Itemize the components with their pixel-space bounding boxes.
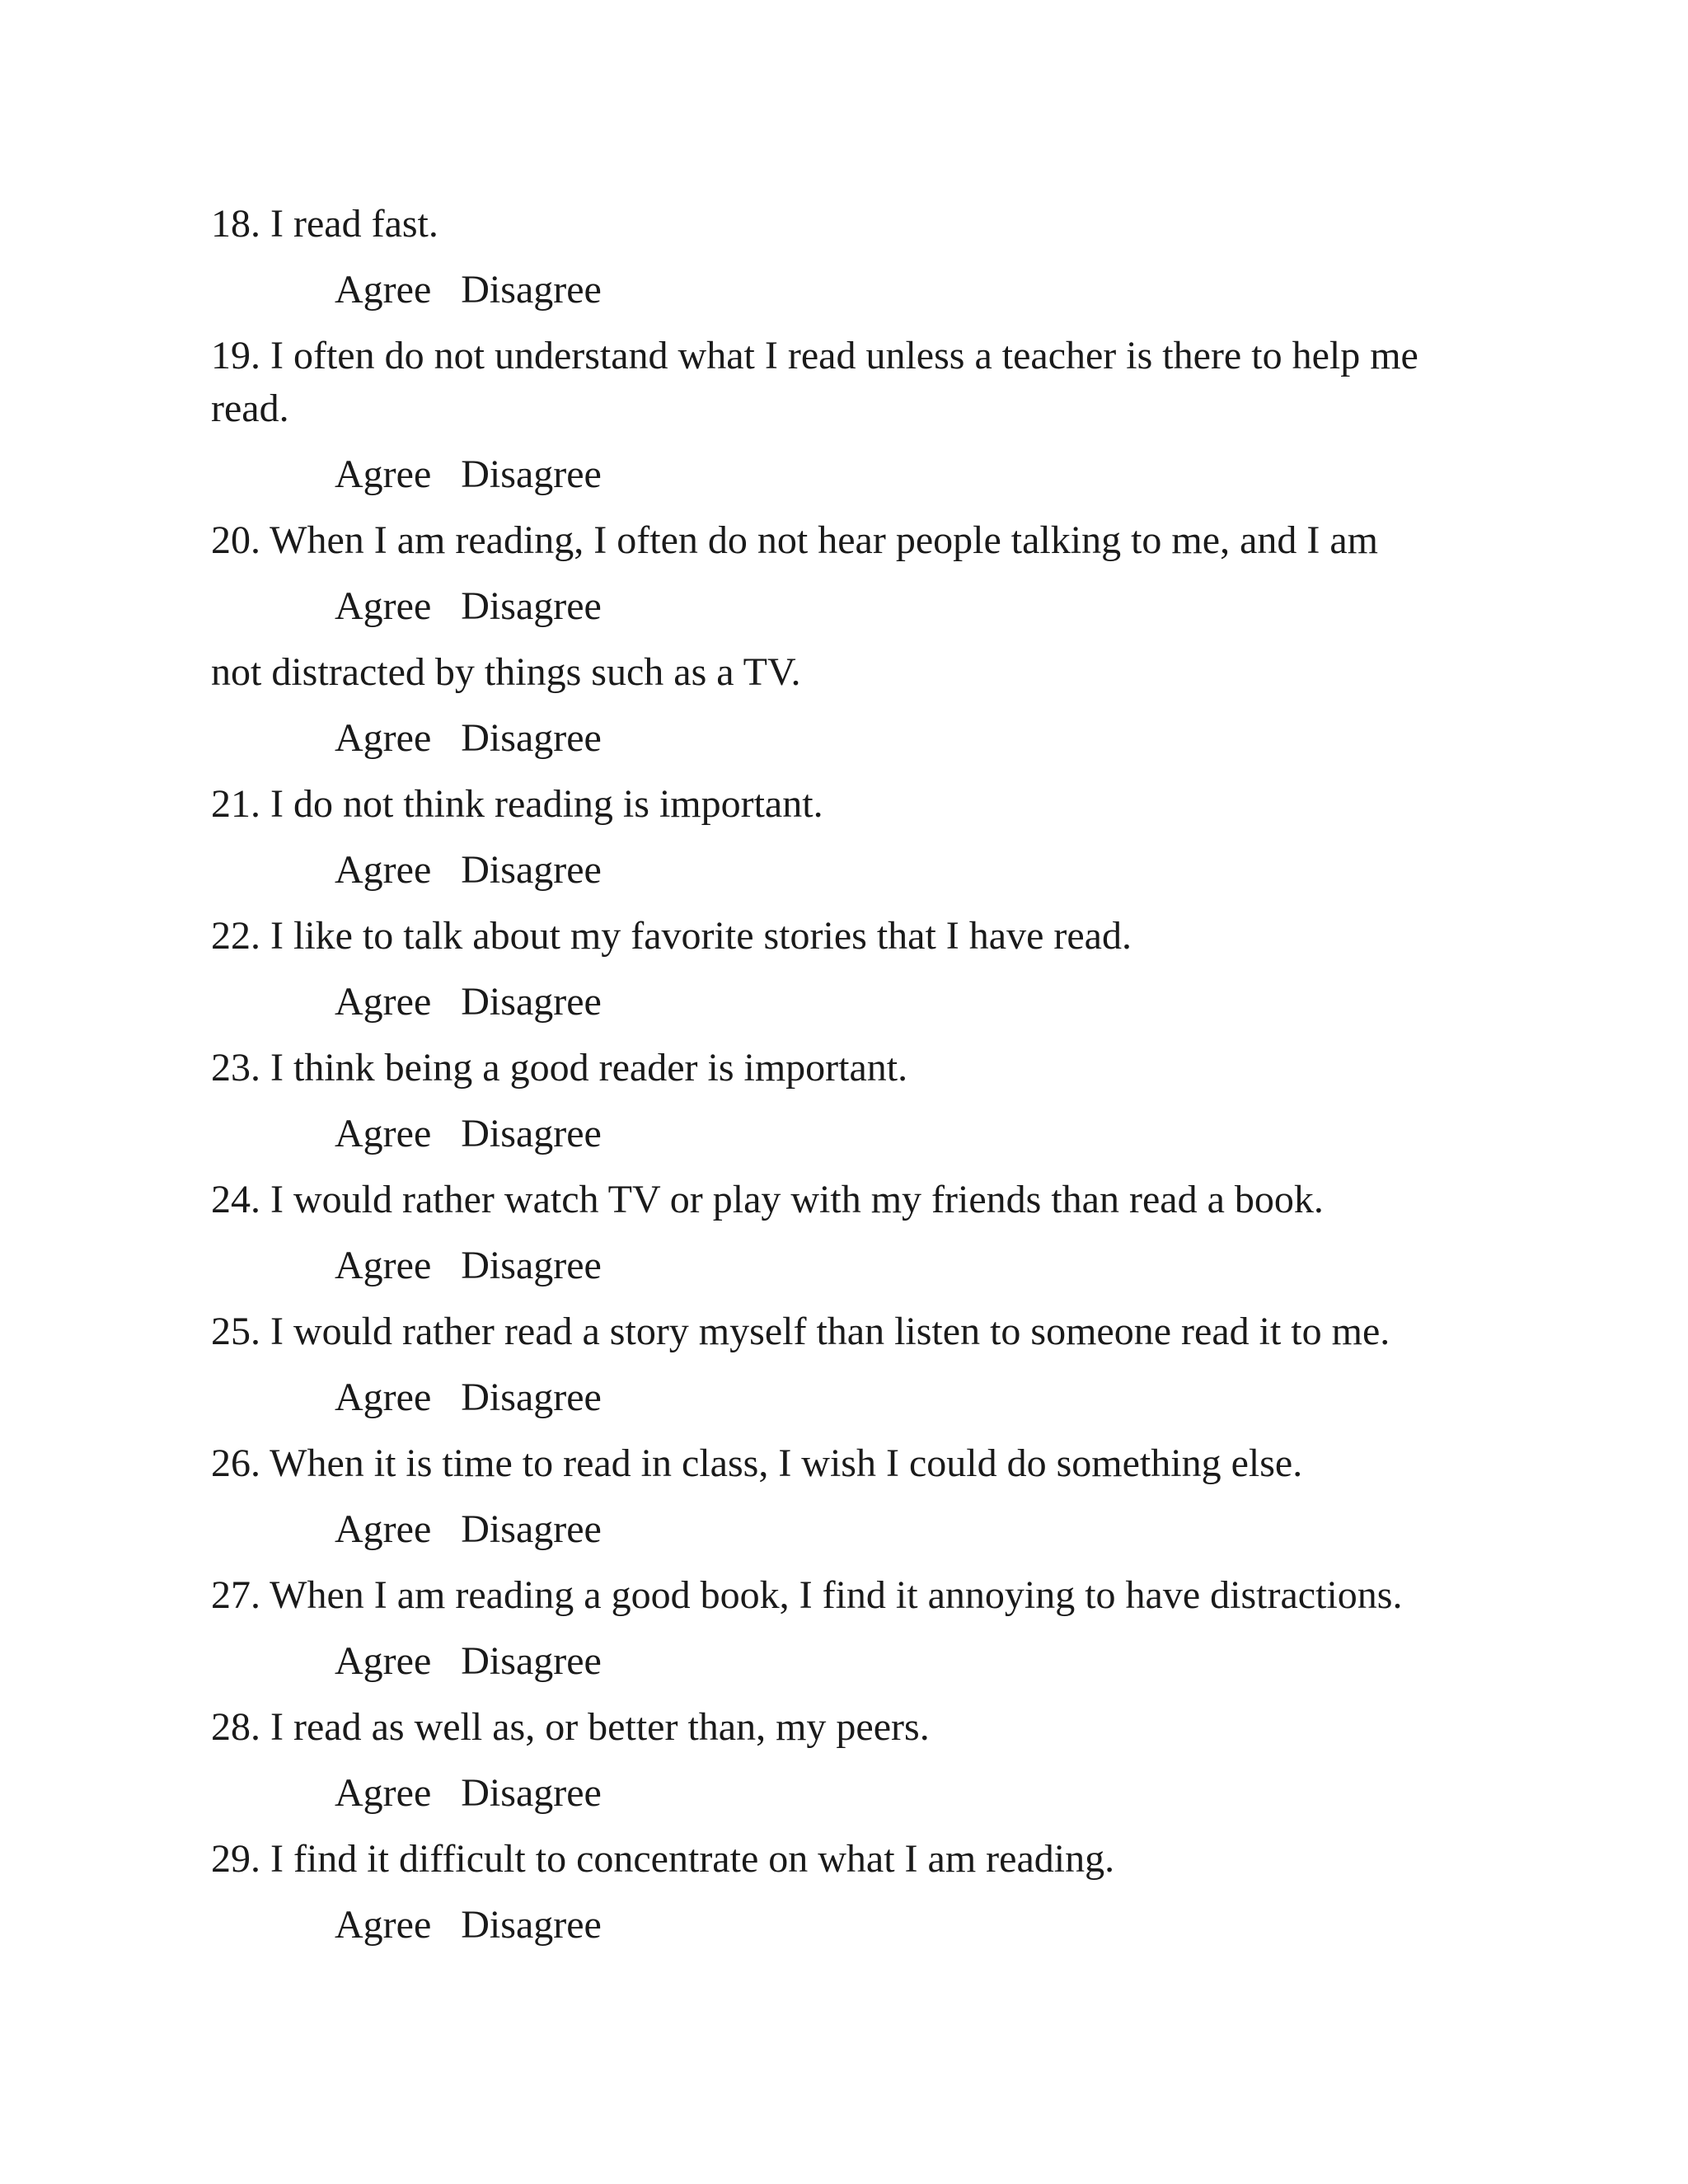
disagree-option[interactable]: Disagree [461,1903,602,1947]
statement-23: 23. I think being a good reader is important. [211,1046,908,1090]
statement-22: 22. I like to talk about my favorite stories that I have read. [211,914,1132,958]
answer-options-22 [335,977,602,1027]
statement-25: 25. I would rather read a story myself than listen to someone read it to me. [211,1310,1390,1353]
answer-options-20a [335,582,602,631]
statement-19-continued: read. [211,387,289,430]
answer-options-26 [335,1505,602,1554]
answer-options-28 [335,1769,602,1818]
disagree-option[interactable]: Disagree [461,1507,602,1551]
statement-26: 26. When it is time to read in class, I wish I could do something else. [211,1441,1303,1485]
agree-option[interactable]: Agree [335,452,432,496]
agree-option[interactable]: Agree [335,848,432,892]
agree-option[interactable]: Agree [335,980,432,1024]
agree-option[interactable]: Agree [335,1771,432,1815]
answer-options-24 [335,1241,602,1291]
agree-option[interactable]: Agree [335,716,432,760]
statement-28: 28. I read as well as, or better than, my peers. [211,1705,930,1749]
disagree-option[interactable]: Disagree [461,1771,602,1815]
statement-29: 29. I find it difficult to concentrate on what I am reading. [211,1837,1115,1881]
agree-option[interactable]: Agree [335,1376,432,1419]
disagree-option[interactable]: Disagree [461,716,602,760]
disagree-option[interactable]: Disagree [461,584,602,628]
answer-options-20b [335,714,602,763]
answer-options-27 [335,1637,602,1686]
agree-option[interactable]: Agree [335,584,432,628]
disagree-option[interactable]: Disagree [461,268,602,312]
statement-20-continued: not distracted by things such as a TV. [211,650,801,694]
answer-options-25 [335,1373,602,1422]
disagree-option[interactable]: Disagree [461,980,602,1024]
agree-option[interactable]: Agree [335,1639,432,1683]
agree-option[interactable]: Agree [335,268,432,312]
answer-options-19 [335,450,602,499]
statement-24: 24. I would rather watch TV or play with my friends than read a book. [211,1178,1324,1221]
statement-21: 21. I do not think reading is important. [211,782,823,826]
disagree-option[interactable]: Disagree [461,452,602,496]
agree-option[interactable]: Agree [335,1244,432,1287]
disagree-option[interactable]: Disagree [461,1376,602,1419]
agree-option[interactable]: Agree [335,1903,432,1947]
answer-options-21 [335,846,602,895]
statement-18: 18. I read fast. [211,202,438,246]
answer-options-29 [335,1900,602,1950]
statement-20: 20. When I am reading, I often do not hear people talking to me, and I am [211,518,1378,562]
disagree-option[interactable]: Disagree [461,1244,602,1287]
answer-options-18 [335,265,602,315]
agree-option[interactable]: Agree [335,1112,432,1155]
disagree-option[interactable]: Disagree [461,848,602,892]
disagree-option[interactable]: Disagree [461,1112,602,1155]
agree-option[interactable]: Agree [335,1507,432,1551]
answer-options-23 [335,1109,602,1159]
statement-27: 27. When I am reading a good book, I find it annoying to have distractions. [211,1573,1403,1617]
statement-19: 19. I often do not understand what I read unless a teacher is there to help me [211,334,1418,377]
disagree-option[interactable]: Disagree [461,1639,602,1683]
